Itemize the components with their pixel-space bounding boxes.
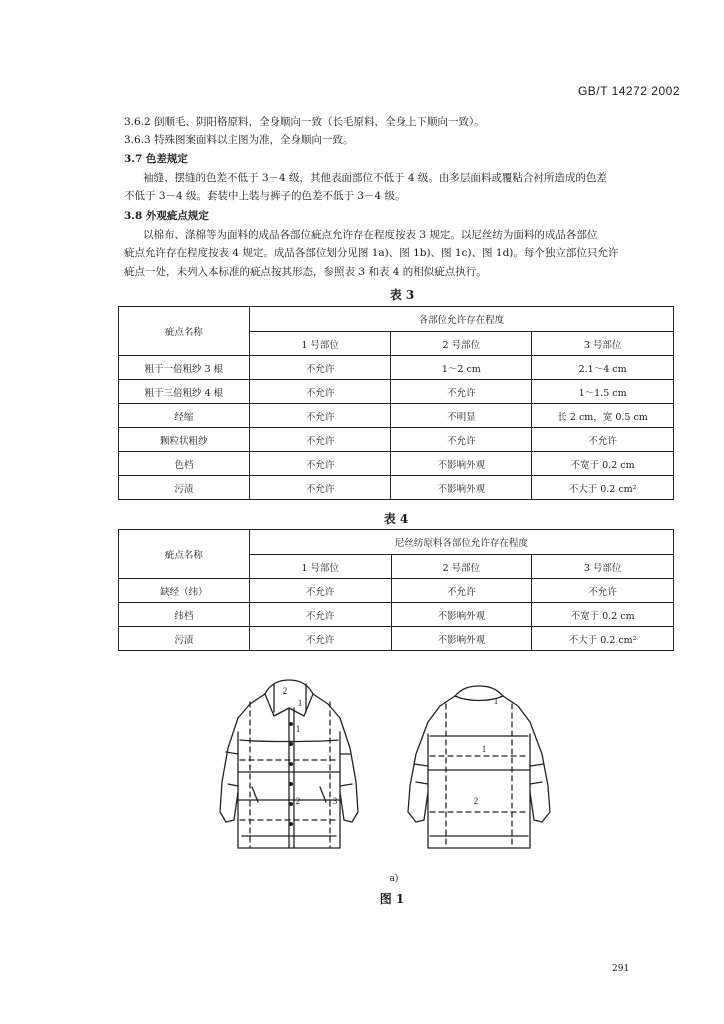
front-part-label: 2 <box>295 796 301 806</box>
table-3-row <box>119 452 674 476</box>
jacket-diagrams <box>210 672 570 872</box>
table-3-cell: 污渍 <box>119 476 250 500</box>
table-3-cell: 粗于一倍粗纱 3 根 <box>119 356 250 380</box>
table-4-part-header: 2 号部位 <box>391 555 532 579</box>
table-4-cell: 不允许 <box>391 579 532 603</box>
table-3-cell: 不允许 <box>249 476 391 500</box>
table-3-part-header: 1 号部位 <box>249 332 391 356</box>
table-4-part-header: 3 号部位 <box>532 555 674 579</box>
table-4-cell: 不宽于 0.2 cm <box>532 603 674 627</box>
table-3-row <box>119 404 674 428</box>
table-3-cell: 不允许 <box>391 380 532 404</box>
table-4-caption: 表 4 <box>383 512 409 526</box>
table-4-group-header: 尼丝纺原料各部位允许存在程度 <box>249 530 673 555</box>
jacket-front-drawing <box>220 680 358 848</box>
clause-3-8-line-2: 疵点允许存在程度按表 4 规定。成品各部位划分见图 1a)、图 1b)、图 1c)、图 1d)。每个独立部位只允许 <box>124 247 619 259</box>
table-4-row <box>119 627 674 651</box>
clause-3-6-2: 3.6.2 倒顺毛、阴阳格原料，全身顺向一致（长毛原料，全身上下顺向一致）。 <box>124 116 485 128</box>
standard-number: GB/T 14272 2002 <box>577 84 680 98</box>
table-3-row <box>119 428 674 452</box>
front-part-label: 1 <box>297 698 303 708</box>
figure-1a <box>210 672 570 872</box>
table-3-cell: 2.1～4 cm <box>532 356 674 380</box>
table-3-cell: 粗于三倍粗纱 4 根 <box>119 380 250 404</box>
table-3-cell: 1～2 cm <box>391 356 532 380</box>
jacket-back-drawing <box>408 686 550 848</box>
front-part-label: 2 <box>282 686 288 696</box>
table-3-cell: 不影响外观 <box>391 476 532 500</box>
table-4-cell: 不允许 <box>249 603 391 627</box>
clause-3-7-line-2: 不低于 3－4 级。套装中上装与裤子的色差不低于 3－4 级。 <box>124 190 406 202</box>
table-4-cell: 污渍 <box>119 627 250 651</box>
table-3-row <box>119 356 674 380</box>
table-3-cell: 不允许 <box>391 428 532 452</box>
table-4-row <box>119 603 674 627</box>
table-3-cell: 不大于 0.2 cm² <box>532 476 674 500</box>
table-4-cell: 不允许 <box>249 579 391 603</box>
table-3 <box>118 306 674 500</box>
table-3-cell: 颗粒状粗纱 <box>119 428 250 452</box>
table-3-cell: 1～1.5 cm <box>532 380 674 404</box>
front-part-label: 1 <box>295 724 301 734</box>
table-4-cell: 不大于 0.2 cm² <box>532 627 674 651</box>
table-3-cell: 不允许 <box>249 380 391 404</box>
table-3-part-header: 2 号部位 <box>391 332 532 356</box>
table-3-cell: 色档 <box>119 452 250 476</box>
table-4-part-header: 1 号部位 <box>249 555 391 579</box>
table-3-group-header: 各部位允许存在程度 <box>249 307 673 332</box>
table-4-cell: 不允许 <box>249 627 391 651</box>
table-3-cell: 不影响外观 <box>391 452 532 476</box>
figure-sub-label: a) <box>389 874 399 884</box>
front-part-label: 3 <box>332 796 338 806</box>
back-part-label: 1 <box>493 696 499 706</box>
table-3-cell: 不允许 <box>249 428 391 452</box>
table-4-row <box>119 579 674 603</box>
table-4-cell: 不允许 <box>532 579 674 603</box>
table-3-cell: 不允许 <box>249 404 391 428</box>
clause-3-7-line-1: 袖缝、摆缝的色差不低于 3－4 级，其他表面部位不低于 4 级。由多层面料或覆粘合衬所造成的色差 <box>143 172 607 184</box>
table-3-caption: 表 3 <box>389 288 415 302</box>
table-3-name-header: 疵点名称 <box>119 307 250 356</box>
table-4 <box>118 529 674 651</box>
table-3-cell: 不允许 <box>249 356 391 380</box>
clause-3-8-line-1: 以棉布、涤棉等为面料的成品各部位疵点允许存在程度按表 3 规定。以尼丝纺为面料的成品各部位 <box>143 229 598 241</box>
table-3-cell: 长 2 cm，宽 0.5 cm <box>532 404 674 428</box>
table-4-cell: 缺经（纬） <box>119 579 250 603</box>
table-3-cell: 不允许 <box>249 452 391 476</box>
table-4-cell: 不影响外观 <box>391 627 532 651</box>
table-3-row <box>119 380 674 404</box>
table-4-name-header: 疵点名称 <box>119 530 250 579</box>
table-3-cell: 经缩 <box>119 404 250 428</box>
table-3-cell: 不允许 <box>532 428 674 452</box>
clause-3-6-3: 3.6.3 特殊图案面料以主图为准，全身顺向一致。 <box>124 134 354 146</box>
table-4-cell: 不影响外观 <box>391 603 532 627</box>
back-part-label: 1 <box>481 744 487 754</box>
table-4-cell: 纬档 <box>119 603 250 627</box>
table-3-row <box>119 476 674 500</box>
table-3-cell: 不宽于 0.2 cm <box>532 452 674 476</box>
table-3-cell: 不明显 <box>391 404 532 428</box>
clause-3-8-line-3: 疵点一处，未列入本标准的疵点按其形态，参照表 3 和表 4 的相似疵点执行。 <box>124 266 487 278</box>
heading-3-8: 3.8 外观疵点规定 <box>124 210 209 222</box>
heading-3-7: 3.7 色差规定 <box>124 153 188 165</box>
figure-caption: 图 1 <box>379 892 405 906</box>
back-part-label: 2 <box>473 796 479 806</box>
table-3-part-header: 3 号部位 <box>532 332 674 356</box>
page-number: 291 <box>612 964 630 974</box>
